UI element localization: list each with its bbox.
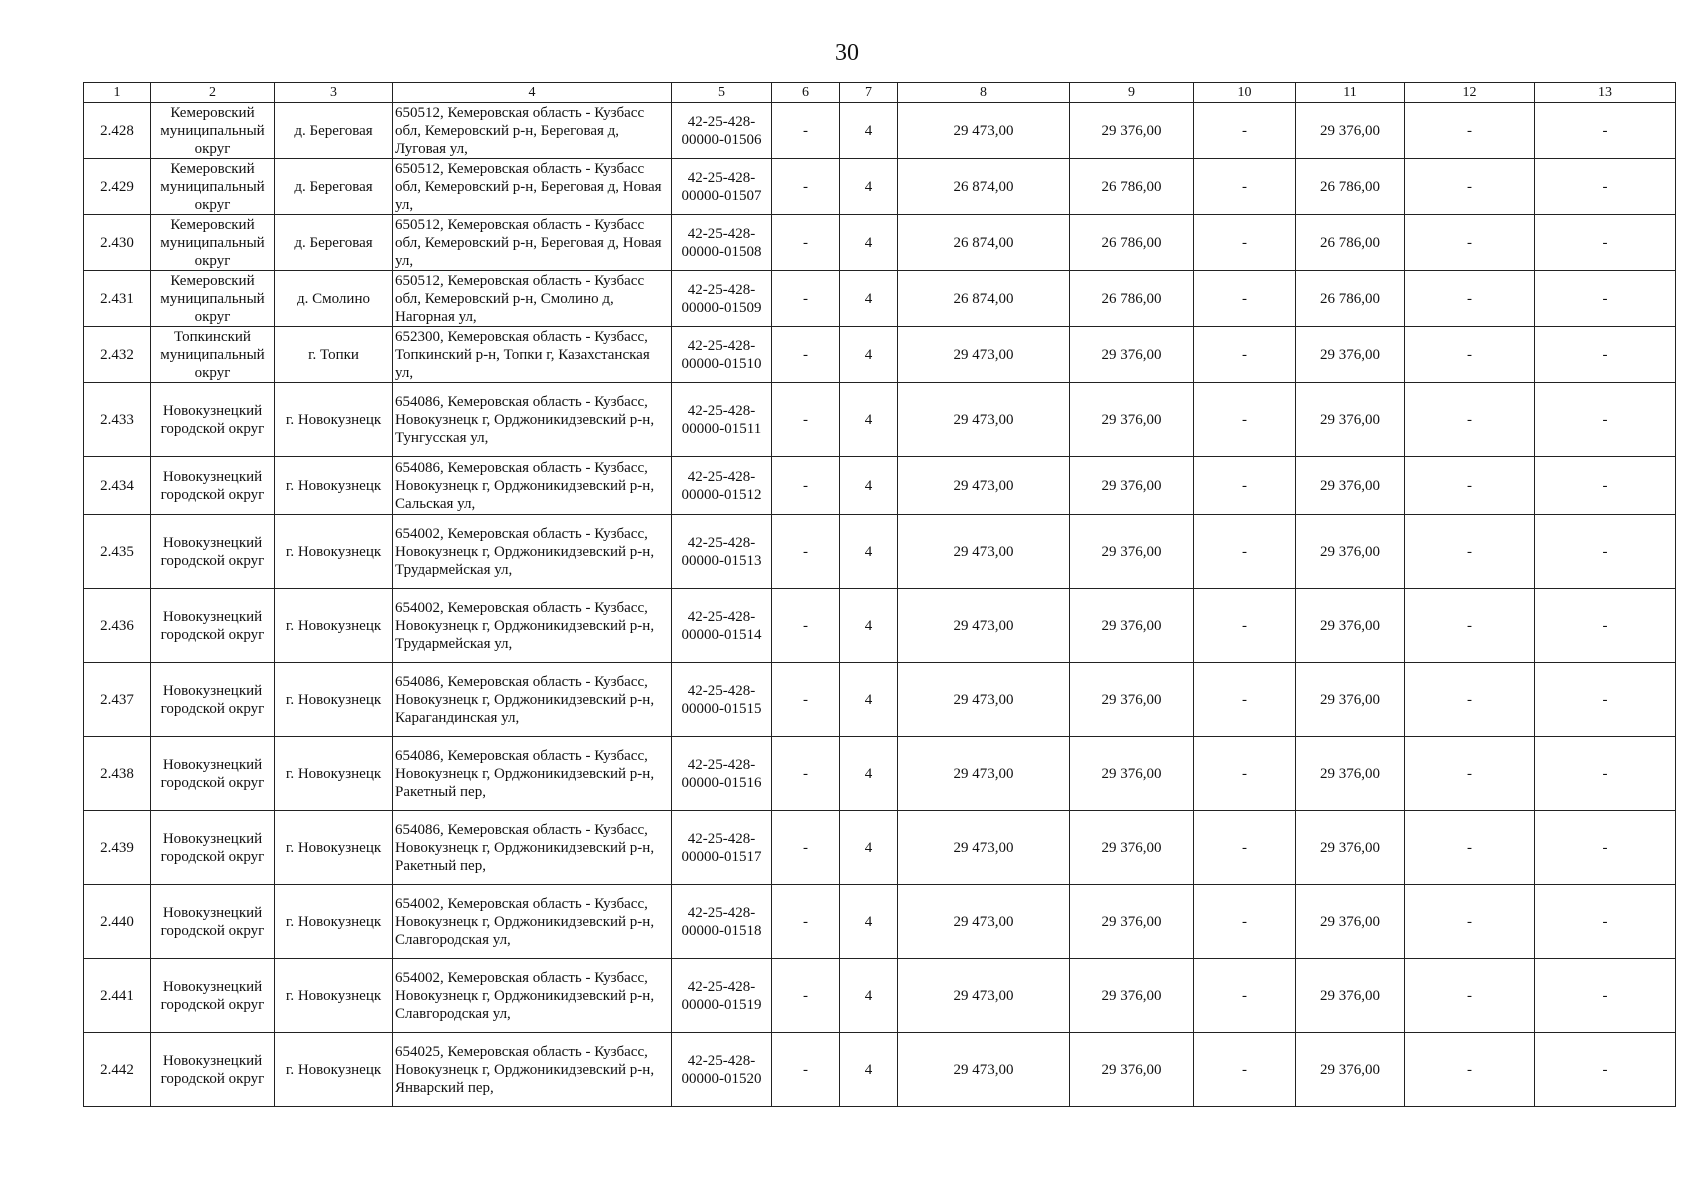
- col11-cell: 29 376,00: [1296, 663, 1405, 737]
- col9-cell: 29 376,00: [1070, 327, 1194, 383]
- address-cell: 654086, Кемеровская область - Кузбасс, Новокузнецк г, Орджоникидзевский р-н, Ракетный пер,: [393, 811, 672, 885]
- district-cell: Кемеровский муниципальный округ: [151, 103, 275, 159]
- district-cell: Кемеровский муниципальный округ: [151, 215, 275, 271]
- col11-cell: 26 786,00: [1296, 271, 1405, 327]
- col10-cell: -: [1194, 1033, 1296, 1107]
- col12-cell: -: [1405, 271, 1535, 327]
- settlement-cell: д. Береговая: [275, 215, 393, 271]
- settlement-cell: г. Новокузнецк: [275, 811, 393, 885]
- code-cell: 42-25-428-00000-01518: [672, 885, 772, 959]
- col13-cell: -: [1535, 885, 1676, 959]
- col11-cell: 29 376,00: [1296, 589, 1405, 663]
- table-row: [84, 1033, 1676, 1107]
- row-number: 2.441: [84, 959, 151, 1033]
- col11-cell: 26 786,00: [1296, 159, 1405, 215]
- column-header: 3: [275, 83, 393, 103]
- settlement-cell: г. Новокузнецк: [275, 737, 393, 811]
- settlement-cell: д. Береговая: [275, 159, 393, 215]
- settlement-cell: г. Новокузнецк: [275, 1033, 393, 1107]
- district-cell: Новокузнецкий городской округ: [151, 811, 275, 885]
- col12-cell: -: [1405, 159, 1535, 215]
- col6-cell: -: [772, 737, 840, 811]
- address-cell: 654025, Кемеровская область - Кузбасс, Новокузнецк г, Орджоникидзевский р-н, Январский пер,: [393, 1033, 672, 1107]
- column-header: 12: [1405, 83, 1535, 103]
- col7-cell: 4: [840, 515, 898, 589]
- col6-cell: -: [772, 959, 840, 1033]
- settlement-cell: г. Новокузнецк: [275, 663, 393, 737]
- col9-cell: 29 376,00: [1070, 737, 1194, 811]
- col13-cell: -: [1535, 737, 1676, 811]
- col9-cell: 29 376,00: [1070, 457, 1194, 515]
- col11-cell: 29 376,00: [1296, 103, 1405, 159]
- row-number: 2.442: [84, 1033, 151, 1107]
- col7-cell: 4: [840, 737, 898, 811]
- row-number: 2.428: [84, 103, 151, 159]
- col11-cell: 29 376,00: [1296, 885, 1405, 959]
- col6-cell: -: [772, 327, 840, 383]
- col7-cell: 4: [840, 271, 898, 327]
- column-header: 10: [1194, 83, 1296, 103]
- col8-cell: 29 473,00: [898, 327, 1070, 383]
- col13-cell: -: [1535, 383, 1676, 457]
- col11-cell: 26 786,00: [1296, 215, 1405, 271]
- col10-cell: -: [1194, 271, 1296, 327]
- col6-cell: -: [772, 159, 840, 215]
- col11-cell: 29 376,00: [1296, 811, 1405, 885]
- col9-cell: 29 376,00: [1070, 515, 1194, 589]
- col13-cell: -: [1535, 663, 1676, 737]
- address-cell: 654002, Кемеровская область - Кузбасс, Новокузнецк г, Орджоникидзевский р-н, Трудармейская ул,: [393, 515, 672, 589]
- col13-cell: -: [1535, 103, 1676, 159]
- col11-cell: 29 376,00: [1296, 327, 1405, 383]
- col12-cell: -: [1405, 1033, 1535, 1107]
- col6-cell: -: [772, 1033, 840, 1107]
- col6-cell: -: [772, 457, 840, 515]
- col11-cell: 29 376,00: [1296, 737, 1405, 811]
- row-number: 2.436: [84, 589, 151, 663]
- code-cell: 42-25-428-00000-01513: [672, 515, 772, 589]
- col9-cell: 29 376,00: [1070, 383, 1194, 457]
- district-cell: Кемеровский муниципальный округ: [151, 159, 275, 215]
- code-cell: 42-25-428-00000-01509: [672, 271, 772, 327]
- col13-cell: -: [1535, 811, 1676, 885]
- district-cell: Новокузнецкий городской округ: [151, 457, 275, 515]
- col6-cell: -: [772, 811, 840, 885]
- col9-cell: 26 786,00: [1070, 215, 1194, 271]
- col6-cell: -: [772, 271, 840, 327]
- col6-cell: -: [772, 663, 840, 737]
- col13-cell: -: [1535, 515, 1676, 589]
- code-cell: 42-25-428-00000-01510: [672, 327, 772, 383]
- col6-cell: -: [772, 383, 840, 457]
- col10-cell: -: [1194, 589, 1296, 663]
- registry-table: [83, 82, 1676, 1107]
- address-cell: 654002, Кемеровская область - Кузбасс, Новокузнецк г, Орджоникидзевский р-н, Славгородская ул,: [393, 885, 672, 959]
- row-number: 2.439: [84, 811, 151, 885]
- col13-cell: -: [1535, 327, 1676, 383]
- col10-cell: -: [1194, 383, 1296, 457]
- column-header: 9: [1070, 83, 1194, 103]
- row-number: 2.432: [84, 327, 151, 383]
- col8-cell: 26 874,00: [898, 215, 1070, 271]
- col8-cell: 29 473,00: [898, 663, 1070, 737]
- col7-cell: 4: [840, 327, 898, 383]
- address-cell: 654086, Кемеровская область - Кузбасс, Новокузнецк г, Орджоникидзевский р-н, Тунгусская ул,: [393, 383, 672, 457]
- col9-cell: 29 376,00: [1070, 811, 1194, 885]
- col8-cell: 29 473,00: [898, 515, 1070, 589]
- col10-cell: -: [1194, 885, 1296, 959]
- col12-cell: -: [1405, 737, 1535, 811]
- col6-cell: -: [772, 515, 840, 589]
- code-cell: 42-25-428-00000-01514: [672, 589, 772, 663]
- col8-cell: 29 473,00: [898, 457, 1070, 515]
- district-cell: Новокузнецкий городской округ: [151, 589, 275, 663]
- table-row: [84, 103, 1676, 159]
- column-header: 11: [1296, 83, 1405, 103]
- district-cell: Новокузнецкий городской округ: [151, 959, 275, 1033]
- row-number: 2.435: [84, 515, 151, 589]
- row-number: 2.433: [84, 383, 151, 457]
- col8-cell: 26 874,00: [898, 271, 1070, 327]
- col10-cell: -: [1194, 103, 1296, 159]
- col12-cell: -: [1405, 959, 1535, 1033]
- col13-cell: -: [1535, 1033, 1676, 1107]
- col12-cell: -: [1405, 589, 1535, 663]
- col13-cell: -: [1535, 959, 1676, 1033]
- col7-cell: 4: [840, 159, 898, 215]
- column-header: 5: [672, 83, 772, 103]
- col9-cell: 29 376,00: [1070, 589, 1194, 663]
- address-cell: 654002, Кемеровская область - Кузбасс, Новокузнецк г, Орджоникидзевский р-н, Трудармейская ул,: [393, 589, 672, 663]
- col9-cell: 29 376,00: [1070, 663, 1194, 737]
- col12-cell: -: [1405, 103, 1535, 159]
- col11-cell: 29 376,00: [1296, 383, 1405, 457]
- address-cell: 650512, Кемеровская область - Кузбасс обл, Кемеровский р-н, Береговая д, Новая ул,: [393, 159, 672, 215]
- table-row: [84, 663, 1676, 737]
- col8-cell: 29 473,00: [898, 103, 1070, 159]
- col9-cell: 26 786,00: [1070, 271, 1194, 327]
- table-row: [84, 589, 1676, 663]
- col11-cell: 29 376,00: [1296, 515, 1405, 589]
- col7-cell: 4: [840, 959, 898, 1033]
- col10-cell: -: [1194, 515, 1296, 589]
- address-cell: 650512, Кемеровская область - Кузбасс обл, Кемеровский р-н, Береговая д, Новая ул,: [393, 215, 672, 271]
- col10-cell: -: [1194, 159, 1296, 215]
- district-cell: Топкинский муниципальный округ: [151, 327, 275, 383]
- col13-cell: -: [1535, 589, 1676, 663]
- table-row: [84, 457, 1676, 515]
- col7-cell: 4: [840, 457, 898, 515]
- col7-cell: 4: [840, 811, 898, 885]
- column-header: 8: [898, 83, 1070, 103]
- settlement-cell: г. Новокузнецк: [275, 515, 393, 589]
- col7-cell: 4: [840, 885, 898, 959]
- col12-cell: -: [1405, 457, 1535, 515]
- address-cell: 654086, Кемеровская область - Кузбасс, Новокузнецк г, Орджоникидзевский р-н, Карагандинская ул,: [393, 663, 672, 737]
- col12-cell: -: [1405, 663, 1535, 737]
- col13-cell: -: [1535, 159, 1676, 215]
- row-number: 2.437: [84, 663, 151, 737]
- table-row: [84, 515, 1676, 589]
- table-body: [84, 103, 1676, 1107]
- column-header: 6: [772, 83, 840, 103]
- table-row: [84, 383, 1676, 457]
- col7-cell: 4: [840, 103, 898, 159]
- row-number: 2.430: [84, 215, 151, 271]
- col6-cell: -: [772, 589, 840, 663]
- col12-cell: -: [1405, 327, 1535, 383]
- table-row: [84, 737, 1676, 811]
- col11-cell: 29 376,00: [1296, 1033, 1405, 1107]
- col9-cell: 29 376,00: [1070, 885, 1194, 959]
- table-row: [84, 215, 1676, 271]
- col10-cell: -: [1194, 327, 1296, 383]
- col8-cell: 29 473,00: [898, 589, 1070, 663]
- page-number: 30: [835, 40, 859, 66]
- code-cell: 42-25-428-00000-01515: [672, 663, 772, 737]
- code-cell: 42-25-428-00000-01508: [672, 215, 772, 271]
- col7-cell: 4: [840, 663, 898, 737]
- col7-cell: 4: [840, 589, 898, 663]
- table-row: [84, 959, 1676, 1033]
- col8-cell: 29 473,00: [898, 383, 1070, 457]
- col12-cell: -: [1405, 383, 1535, 457]
- settlement-cell: г. Топки: [275, 327, 393, 383]
- code-cell: 42-25-428-00000-01506: [672, 103, 772, 159]
- col10-cell: -: [1194, 215, 1296, 271]
- col7-cell: 4: [840, 383, 898, 457]
- code-cell: 42-25-428-00000-01520: [672, 1033, 772, 1107]
- col10-cell: -: [1194, 663, 1296, 737]
- code-cell: 42-25-428-00000-01507: [672, 159, 772, 215]
- col7-cell: 4: [840, 215, 898, 271]
- code-cell: 42-25-428-00000-01516: [672, 737, 772, 811]
- settlement-cell: д. Смолино: [275, 271, 393, 327]
- settlement-cell: д. Береговая: [275, 103, 393, 159]
- column-header: 13: [1535, 83, 1676, 103]
- code-cell: 42-25-428-00000-01512: [672, 457, 772, 515]
- address-cell: 654086, Кемеровская область - Кузбасс, Новокузнецк г, Орджоникидзевский р-н, Ракетный пер,: [393, 737, 672, 811]
- col12-cell: -: [1405, 215, 1535, 271]
- col9-cell: 26 786,00: [1070, 159, 1194, 215]
- settlement-cell: г. Новокузнецк: [275, 383, 393, 457]
- col12-cell: -: [1405, 811, 1535, 885]
- col6-cell: -: [772, 885, 840, 959]
- code-cell: 42-25-428-00000-01511: [672, 383, 772, 457]
- col10-cell: -: [1194, 457, 1296, 515]
- district-cell: Новокузнецкий городской округ: [151, 1033, 275, 1107]
- col8-cell: 29 473,00: [898, 1033, 1070, 1107]
- col11-cell: 29 376,00: [1296, 457, 1405, 515]
- table-row: [84, 811, 1676, 885]
- row-number: 2.438: [84, 737, 151, 811]
- column-header: 2: [151, 83, 275, 103]
- address-cell: 654002, Кемеровская область - Кузбасс, Новокузнецк г, Орджоникидзевский р-н, Славгородская ул,: [393, 959, 672, 1033]
- row-number: 2.440: [84, 885, 151, 959]
- col8-cell: 26 874,00: [898, 159, 1070, 215]
- row-number: 2.429: [84, 159, 151, 215]
- district-cell: Новокузнецкий городской округ: [151, 515, 275, 589]
- district-cell: Новокузнецкий городской округ: [151, 663, 275, 737]
- table-row: [84, 885, 1676, 959]
- col13-cell: -: [1535, 215, 1676, 271]
- address-cell: 650512, Кемеровская область - Кузбасс обл, Кемеровский р-н, Береговая д, Луговая ул,: [393, 103, 672, 159]
- code-cell: 42-25-428-00000-01519: [672, 959, 772, 1033]
- address-cell: 650512, Кемеровская область - Кузбасс обл, Кемеровский р-н, Смолино д, Нагорная ул,: [393, 271, 672, 327]
- district-cell: Новокузнецкий городской округ: [151, 383, 275, 457]
- col11-cell: 29 376,00: [1296, 959, 1405, 1033]
- settlement-cell: г. Новокузнецк: [275, 959, 393, 1033]
- table-row: [84, 327, 1676, 383]
- col7-cell: 4: [840, 1033, 898, 1107]
- column-header: 7: [840, 83, 898, 103]
- col9-cell: 29 376,00: [1070, 103, 1194, 159]
- col13-cell: -: [1535, 457, 1676, 515]
- column-header: 1: [84, 83, 151, 103]
- row-number: 2.431: [84, 271, 151, 327]
- table-row: [84, 159, 1676, 215]
- row-number: 2.434: [84, 457, 151, 515]
- settlement-cell: г. Новокузнецк: [275, 885, 393, 959]
- address-cell: 652300, Кемеровская область - Кузбасс, Топкинский р-н, Топки г, Казахстанская ул,: [393, 327, 672, 383]
- col10-cell: -: [1194, 737, 1296, 811]
- table-row: [84, 271, 1676, 327]
- col10-cell: -: [1194, 959, 1296, 1033]
- settlement-cell: г. Новокузнецк: [275, 589, 393, 663]
- district-cell: Кемеровский муниципальный округ: [151, 271, 275, 327]
- col6-cell: -: [772, 103, 840, 159]
- col13-cell: -: [1535, 271, 1676, 327]
- col6-cell: -: [772, 215, 840, 271]
- code-cell: 42-25-428-00000-01517: [672, 811, 772, 885]
- col10-cell: -: [1194, 811, 1296, 885]
- district-cell: Новокузнецкий городской округ: [151, 885, 275, 959]
- col9-cell: 29 376,00: [1070, 959, 1194, 1033]
- col12-cell: -: [1405, 885, 1535, 959]
- address-cell: 654086, Кемеровская область - Кузбасс, Новокузнецк г, Орджоникидзевский р-н, Сальская ул,: [393, 457, 672, 515]
- district-cell: Новокузнецкий городской округ: [151, 737, 275, 811]
- settlement-cell: г. Новокузнецк: [275, 457, 393, 515]
- column-header: 4: [393, 83, 672, 103]
- col8-cell: 29 473,00: [898, 737, 1070, 811]
- col12-cell: -: [1405, 515, 1535, 589]
- column-number-row: [84, 83, 1676, 103]
- col8-cell: 29 473,00: [898, 811, 1070, 885]
- col8-cell: 29 473,00: [898, 885, 1070, 959]
- col8-cell: 29 473,00: [898, 959, 1070, 1033]
- col9-cell: 29 376,00: [1070, 1033, 1194, 1107]
